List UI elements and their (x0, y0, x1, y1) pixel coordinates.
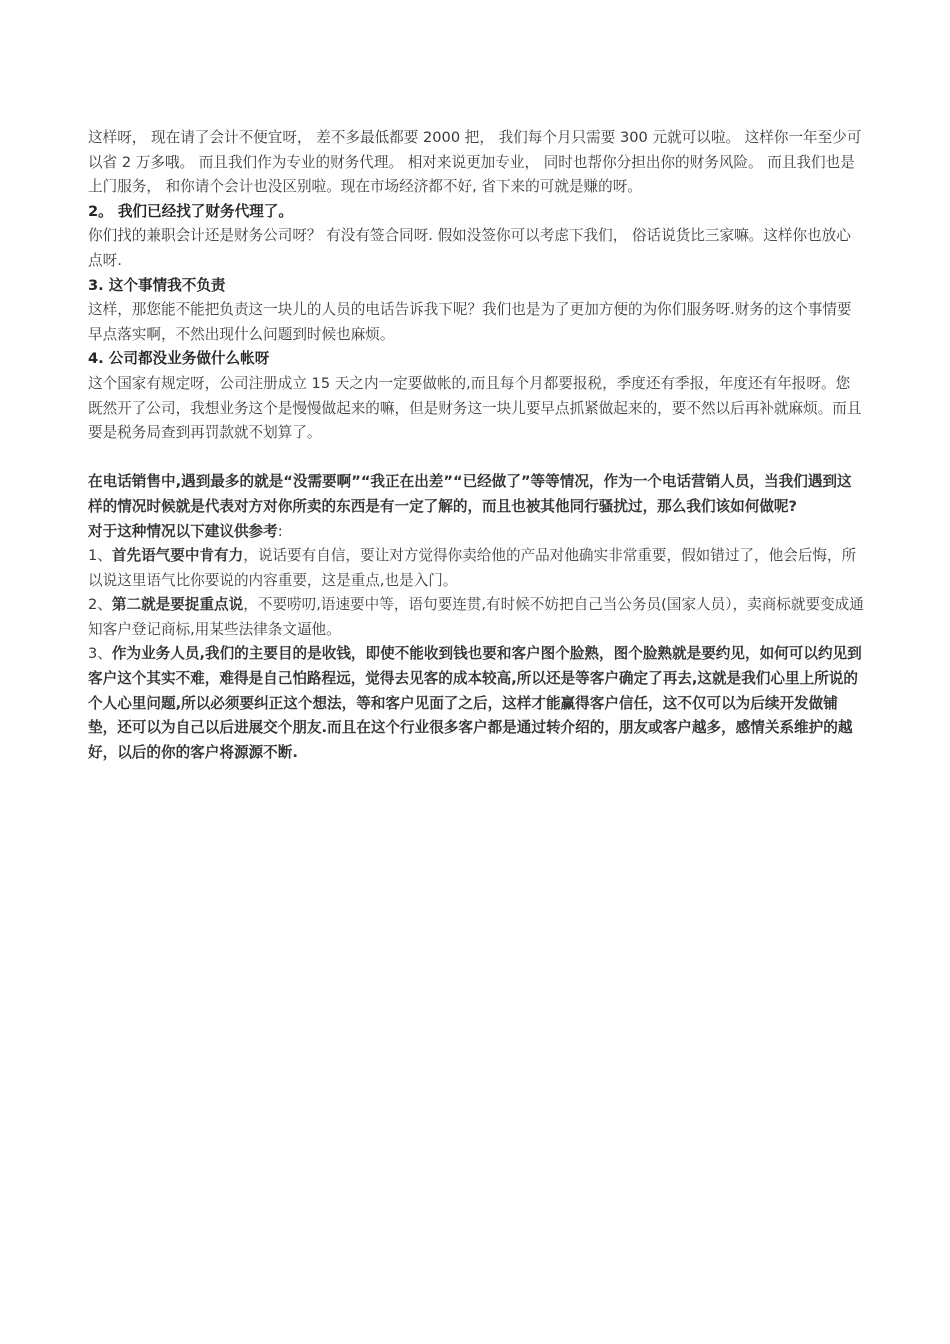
advice-point-bold: 第二就是要捉重点说 (111, 596, 244, 614)
advice-point-bold: 作为业务人员,我们的主要目的是收钱，即使不能收到钱也要和客户图个脸熟，图个脸熟就是要约见，如何可以约见到客户这个其实不难，难得是自己怕路程远，觉得去见客的成本较高,所以还是等客户确定了再去,这就是我们心里上所说的个人心里问题,所以必须要纠正这个想法，等和客户见面了之后，这样才能赢得客户信任，这不仅可以为后续开发做铺垫，还可以为自己以后进展交个朋友.而且在这个行业很多客户都是通过转介绍的，朋友或客户越多，感情关系维护的越好，以后的你的客户将源源不断. (88, 645, 862, 761)
qa-heading-4: 4. 公司都没业务做什么帐呀 (88, 350, 270, 368)
qa-answer-3: 这样，那您能不能把负责这一块儿的人员的电话告诉我下呢？我们也是为了更加方便的为你们服务呀.财务的这个事情要早点落实啊，不然出现什么问题到时候也麻烦。 (88, 301, 852, 343)
advice-point-number: 3、 (88, 645, 112, 663)
advice-point-number: 2、 (88, 596, 112, 614)
advice-lead-paragraph: 在电话销售中,遇到最多的就是“没需要啊”“我正在出差”“已经做了”等等情况，作为一个电话营销人员，当我们遇到这样的情况时候就是代表对方对你所卖的东西是有一定了解的，而且也被其他同行骚扰过，那么我们该如何做呢? (88, 473, 852, 515)
advice-point-number: 1、 (88, 547, 112, 565)
advice-point-bold: 首先语气要中肯有力 (111, 547, 244, 565)
advice-point-rest: ，不要唠叨,语速要中等，语句要连贯,有时候不妨把自己当公务员(国家人员），卖商标就要变成通知客户登记商标,用某些法律条文逼他。 (88, 596, 864, 638)
qa-answer-4: 这个国家有规定呀，公司注册成立 15 天之内一定要做帐的,而且每个月都要报税，季度还有季报，年度还有年报呀。您既然开了公司，我想业务这个是慢慢做起来的嘛，但是财务这一块儿要早点抓紧做起来的，要不然以后再补就麻烦。而且要是税务局查到再罚款就不划算了。 (88, 374, 862, 442)
paragraph-spacer (88, 446, 864, 471)
advice-suggest-line (88, 520, 864, 545)
qa-heading-3: 3. 这个事情我不负责 (88, 276, 226, 294)
advice-point-3 (88, 642, 864, 765)
qa-heading-2: 2。 我们已经找了财务代理了。 (88, 202, 293, 220)
advice-suggest-colon: : (277, 522, 283, 540)
advice-point-2 (88, 593, 864, 642)
advice-point-1 (88, 544, 864, 593)
advice-point-rest: ，说话要有自信，要让对方觉得你卖给他的产品对他确实非常重要，假如错过了，他会后悔，所以说这里语气比你要说的内容重要，这是重点,也是入门。 (88, 547, 857, 589)
qa-answer-2: 你们找的兼职会计还是财务公司呀？ 有没有签合同呀. 假如没签你可以考虑下我们， 俗话说货比三家嘛。这样你也放心点呀. (88, 227, 851, 269)
advice-suggest-label: 对于这种情况以下建议供参考 (88, 522, 278, 540)
intro-paragraph: 这样呀， 现在请了会计不便宜呀， 差不多最低都要 2000 把， 我们每个月只需要 300 元就可以啦。 这样你一年至少可以省 2 万多哦。 而且我们作为专业的财务代理。 相对来说更加专业， 同时也帮你分担出你的财务风险。 而且我们也是上门服务， 和你请个会计也没区别啦。现在市场经济都不好, 省下来的可就是赚的呀。 (88, 129, 862, 196)
